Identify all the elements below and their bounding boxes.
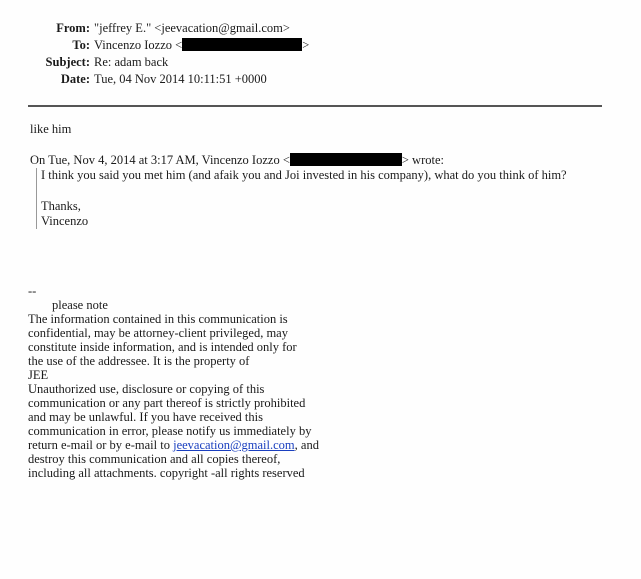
to-label: To: xyxy=(72,38,90,52)
redaction-bar xyxy=(290,153,402,166)
to-row xyxy=(28,37,588,54)
signature-disclaimer xyxy=(28,284,348,480)
to-name: Vincenzo Iozzo < xyxy=(94,38,183,52)
email-link[interactable]: jeevacation@gmail.com xyxy=(173,438,295,452)
header-divider xyxy=(28,105,602,107)
subject-label: Subject: xyxy=(45,55,90,69)
email-body xyxy=(30,122,610,168)
disclaimer-line: communication or any part thereof is strictly prohibited xyxy=(28,396,306,410)
redaction-bar xyxy=(182,38,302,51)
disclaimer-line: the use of the addressee. It is the property of xyxy=(28,354,250,368)
spacer xyxy=(41,183,601,199)
attribution-start: On Tue, Nov 4, 2014 at 3:17 AM, Vincenzo Iozzo < xyxy=(30,153,290,167)
reply-text: like him xyxy=(30,122,72,136)
disclaimer-line: destroy this communication and all copies thereof, xyxy=(28,452,281,466)
quoted-thanks: Thanks, xyxy=(41,199,81,213)
subject-value: Re: adam back xyxy=(94,55,169,69)
date-row xyxy=(28,71,588,88)
disclaimer-return-line xyxy=(28,438,348,452)
date-value: Tue, 04 Nov 2014 10:11:51 +0000 xyxy=(94,72,267,86)
disclaimer-line: The information contained in this communication is xyxy=(28,312,288,326)
attribution-line xyxy=(30,153,610,168)
spacer xyxy=(30,137,610,153)
to-bracket-end: > xyxy=(302,38,310,52)
return-line-end: , and xyxy=(294,438,319,452)
signature-separator: -- xyxy=(28,284,37,298)
subject-row xyxy=(28,54,588,71)
from-value: "jeffrey E." <jeevacation@gmail.com> xyxy=(94,21,290,35)
quoted-line: I think you said you met him (and afaik you and Joi invested in his company), what do you think of him? xyxy=(41,168,567,182)
quoted-name: Vincenzo xyxy=(41,214,89,228)
disclaimer-line: JEE xyxy=(28,368,49,382)
email-header xyxy=(28,20,588,88)
disclaimer-line: communication in error, please notify us immediately by xyxy=(28,424,312,438)
quoted-message xyxy=(36,168,601,229)
attribution-end: > wrote: xyxy=(401,153,444,167)
return-line-start: return e-mail or by e-mail to xyxy=(28,438,174,452)
disclaimer-line: Unauthorized use, disclosure or copying of this xyxy=(28,382,265,396)
from-label: From: xyxy=(56,21,90,35)
please-note: please note xyxy=(52,298,108,312)
disclaimer-line: constitute inside information, and is intended only for xyxy=(28,340,297,354)
disclaimer-line: and may be unlawful. If you have received this xyxy=(28,410,263,424)
from-row xyxy=(28,20,588,37)
date-label: Date: xyxy=(60,72,90,86)
disclaimer-line: including all attachments. copyright -all rights reserved xyxy=(28,466,305,480)
disclaimer-line: confidential, may be attorney-client privileged, may xyxy=(28,326,288,340)
to-value xyxy=(94,37,309,54)
